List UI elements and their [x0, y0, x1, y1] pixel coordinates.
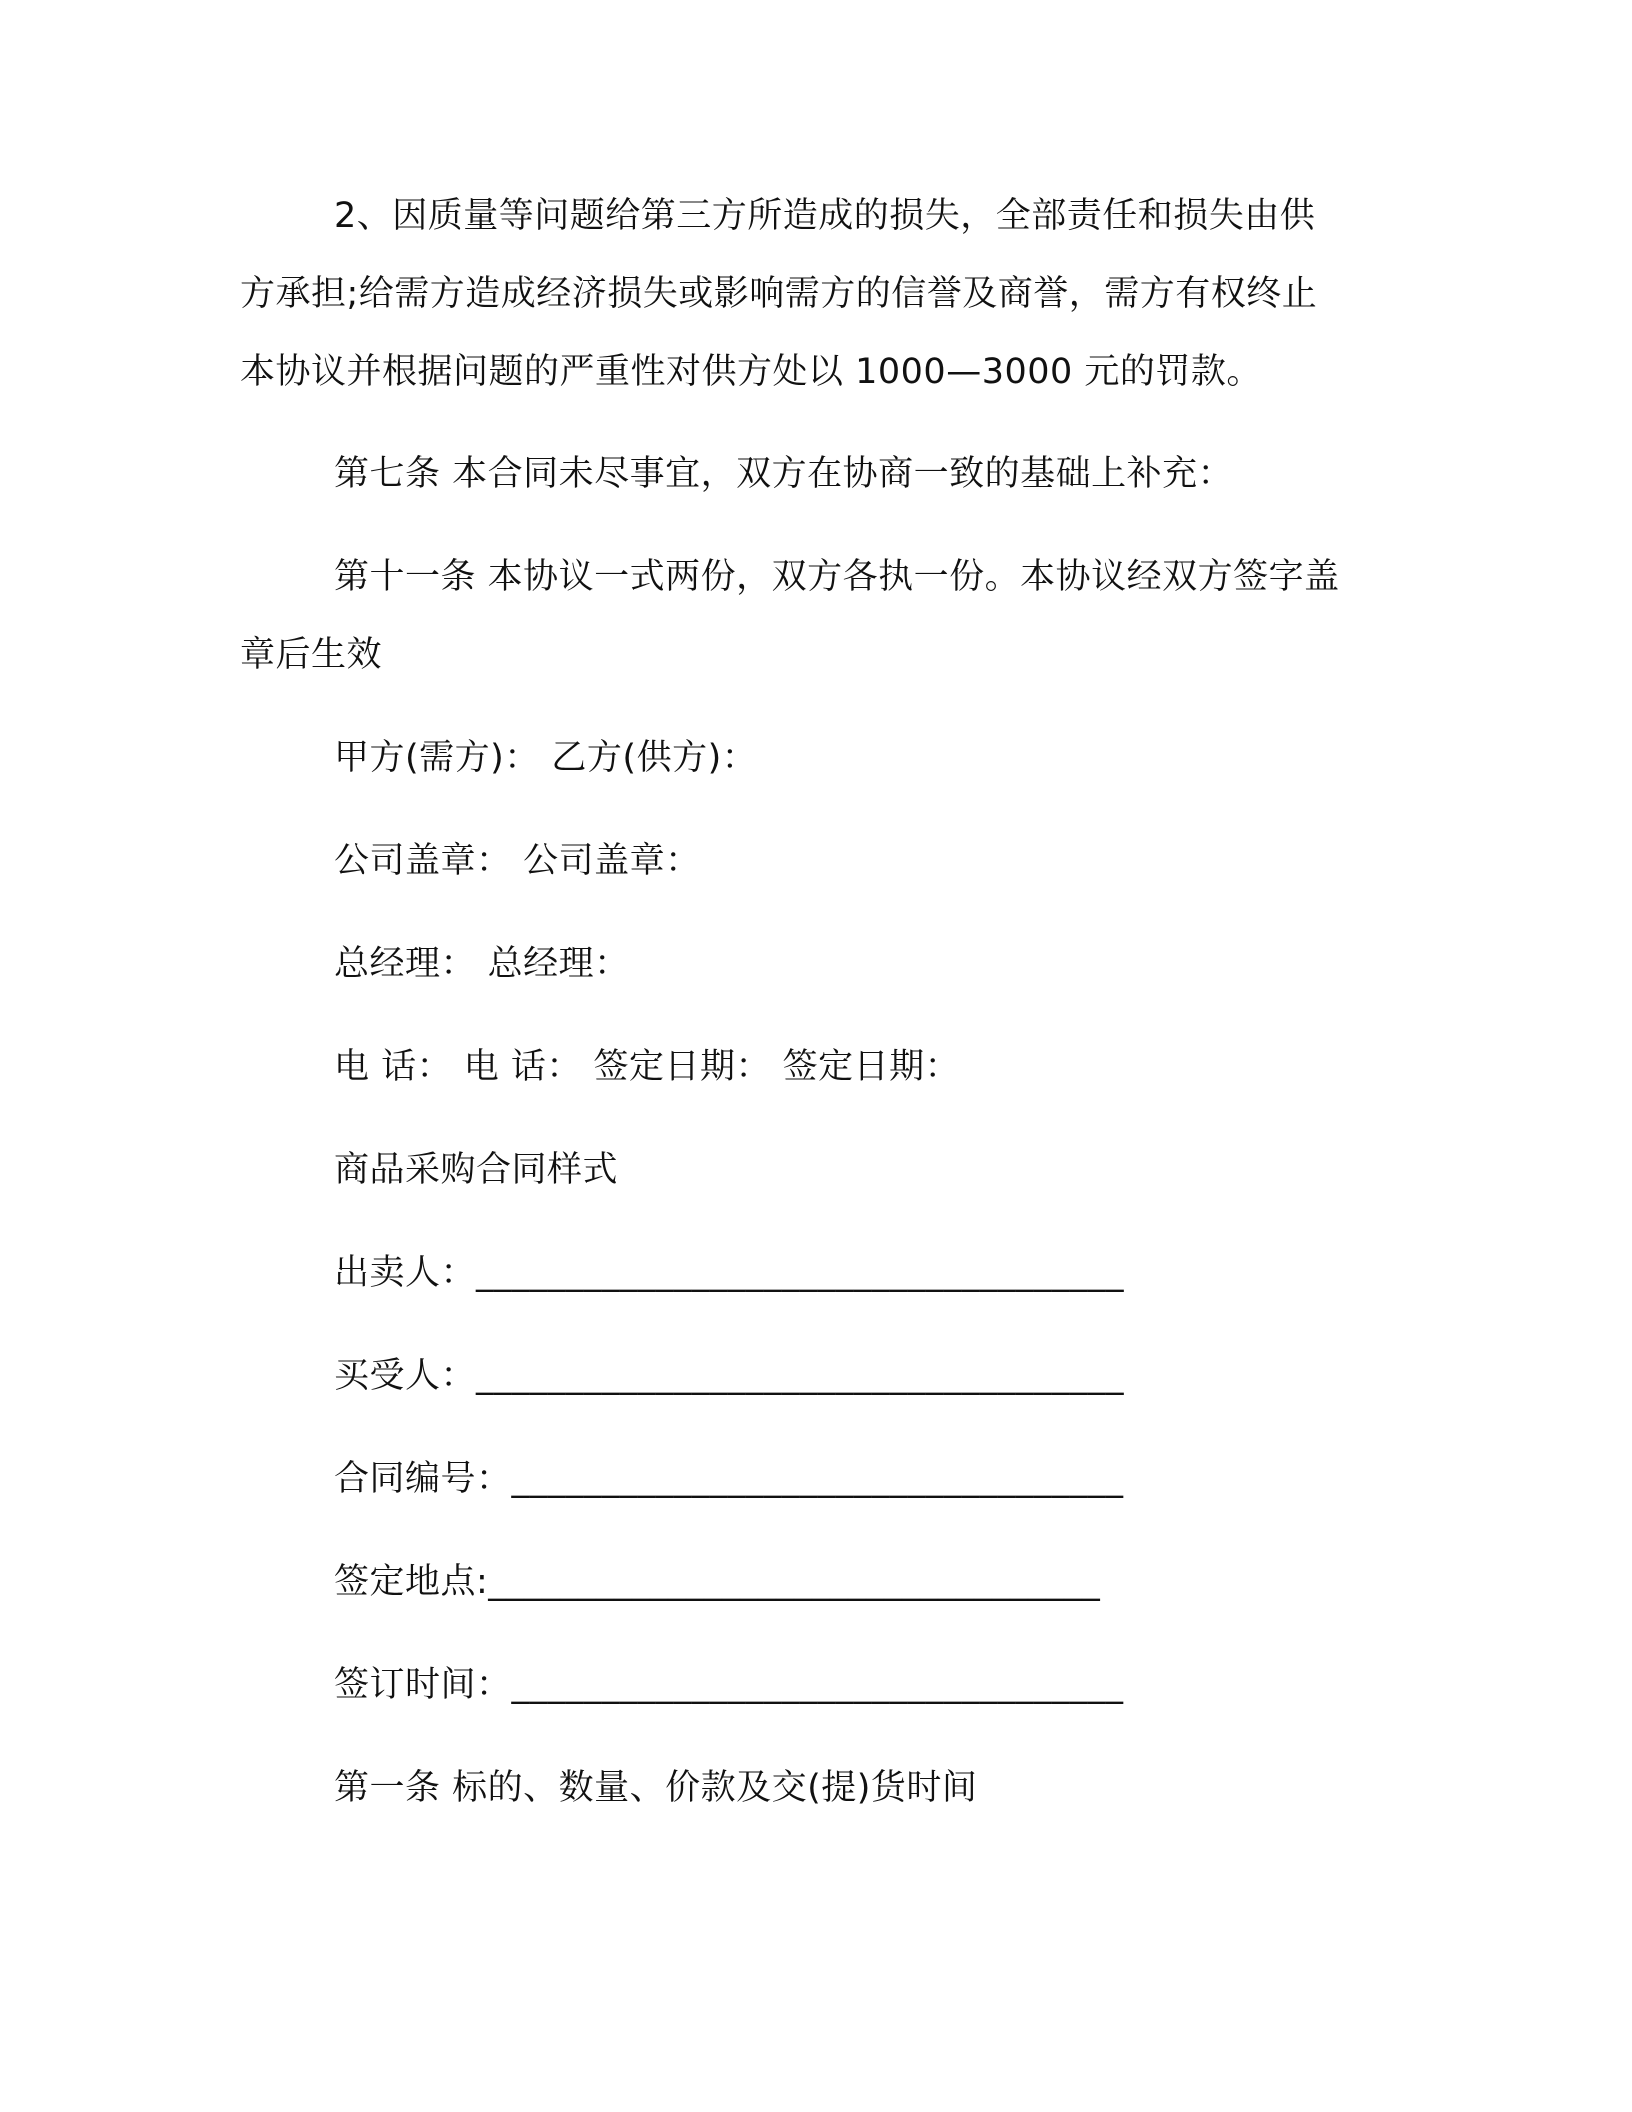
article-7: 第七条 本合同未尽事宜，双方在协商一致的基础上补充： — [334, 454, 1234, 494]
paragraph-1-line-3: 本协议并根据问题的严重性对供方处以 1000—3000 元的罚款。 — [240, 352, 1262, 392]
contract-title: 商品采购合同样式 — [334, 1150, 619, 1190]
paragraph-1-line-2: 方承担;给需方造成经济损失或影响需方的信誉及商誉，需方有权终止 — [240, 274, 1318, 314]
article-11-line-2: 章后生效 — [240, 635, 383, 675]
field-seller: 出卖人：____________________________________ — [334, 1253, 1125, 1293]
signature-phone-date: 电 话： 电 话： 签定日期： 签定日期： — [334, 1047, 961, 1087]
field-contract-no: 合同编号：__________________________________ — [334, 1459, 1124, 1499]
paragraph-1-line-1: 2、因质量等问题给第三方所造成的损失，全部责任和损失由供 — [334, 196, 1316, 236]
article-11-line-1: 第十一条 本协议一式两份，双方各执一份。本协议经双方签字盖 — [334, 557, 1340, 597]
field-place: 签定地点:__________________________________ — [334, 1562, 1101, 1602]
signature-general-manager: 总经理： 总经理： — [334, 944, 630, 984]
article-1: 第一条 标的、数量、价款及交(提)货时间 — [334, 1768, 978, 1808]
field-buyer: 买受人：____________________________________ — [334, 1356, 1125, 1396]
signature-company-seal: 公司盖章： 公司盖章： — [334, 841, 701, 881]
signature-parties: 甲方(需方)： 乙方(供方)： — [334, 738, 758, 778]
field-time: 签订时间：__________________________________ — [334, 1665, 1124, 1705]
